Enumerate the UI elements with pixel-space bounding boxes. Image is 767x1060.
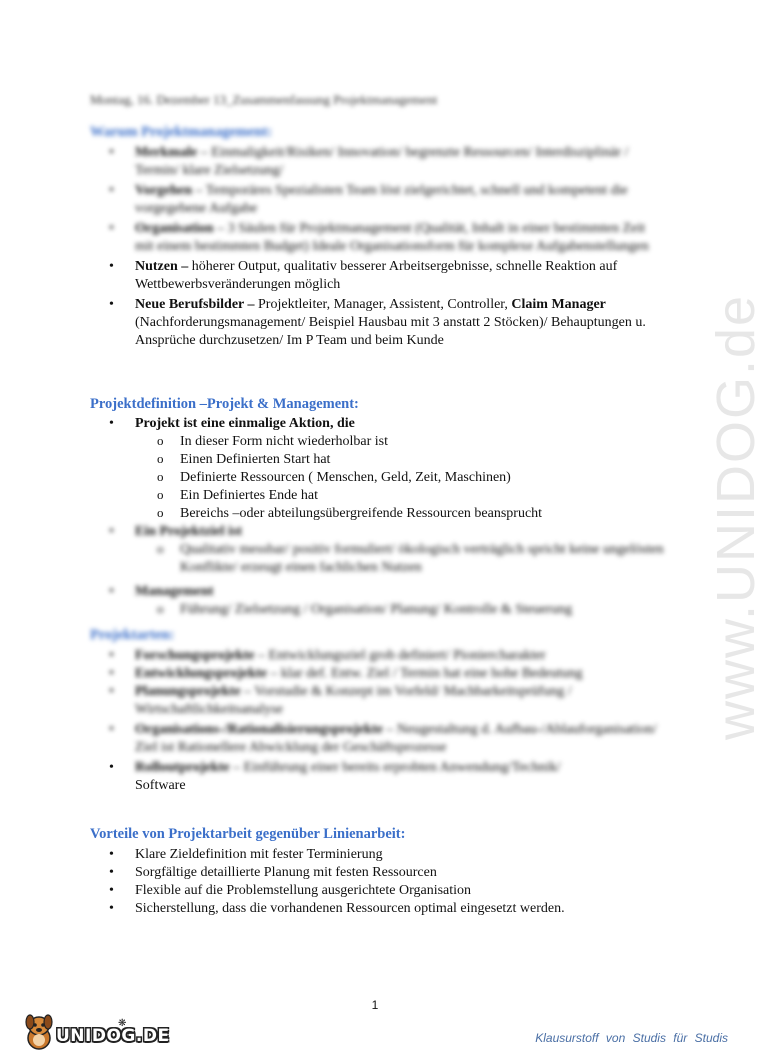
unidog-logo[interactable]: [22, 1012, 170, 1052]
section-heading-warum: Warum Projektmanagement:: [90, 124, 273, 140]
list-item: • Flexible auf die Problemstellung ausgerichtete Organisation: [106, 882, 666, 900]
list-item: • Nutzen – höherer Output, qualitativ besserer Arbeitsergebnisse, schnelle Reaktion auf Wettbewerbsveränderungen möglich: [106, 258, 666, 294]
list-item: • Organisation – 3 Säulen für Projektmanagement (Qualität, Inhalt in einer bestimmten Zeit mit einem bestimmten Budget) Ideale Organisationsform für komplexe Aufgabenstellungen: [106, 220, 666, 256]
list-item: • Planungsprojekte – Vorstudie & Konzept im Vorfeld/ Machbarkeitsprüfung / Wirtschaftlichkeitsanalyse: [106, 683, 666, 719]
sub-list: [135, 541, 666, 577]
logo-text: UNIDOG.DE: [56, 1026, 170, 1046]
list-warum: [106, 144, 666, 350]
sub-list-item: o Definierte Ressourcen ( Menschen, Geld, Zeit, Maschinen): [135, 469, 666, 487]
software-text: Software: [135, 778, 186, 793]
list-item: • Projekt ist eine einmalige Aktion, die o In dieser Form nicht wiederholbar ist o Einen Definierten Start hat o Definierte Ressourcen ( Menschen, Geld, Zeit, Maschinen) o Ein Definiertes Ende hat o Bereichs –oder abteilungsübergreifende Ressourcen beansprucht: [106, 415, 666, 523]
list-item: • Rolloutprojekte – Einführung einer bereits erprobten Anwendung/Technik/ Software: [106, 759, 666, 795]
list-item: • Neue Berufsbilder – Projektleiter, Manager, Assistent, Controller, Claim Manager (Nachforderungsmanagement/ Beispiel Hausbau mit 3 anstatt 2 Stöcken)/ Behauptungen u. Ansprüche durchzusetzen/ Im P Team und beim Kunde: [106, 296, 666, 350]
list-item: • Klare Zieldefinition mit fester Terminierung: [106, 846, 666, 864]
list-item: • Sorgfältige detaillierte Planung mit festen Ressourcen: [106, 864, 666, 882]
list-item: • Entwicklungsprojekte – klar def. Entw. Ziel / Termin hat eine hohe Bedeutung: [106, 665, 666, 683]
sub-list: [135, 601, 666, 619]
section-heading-vorteile: Vorteile von Projektarbeit gegenüber Linienarbeit:: [90, 826, 406, 842]
sub-list-item: o Führung/ Zielsetzung / Organisation/ Planung/ Kontrolle & Steuerung: [135, 601, 666, 619]
section-heading-arten: Projektarten:: [90, 627, 175, 643]
list-item: • Organisations-/Rationalisierungsprojekte – Neugestaltung d. Aufbau-/Ablauforganisation/ Ziel ist Rationellere Abwicklung der Geschäftsprozesse: [106, 721, 666, 757]
sub-list-item: o Qualitativ messbar/ positiv formuliert/ ökologisch verträglich spricht keine ungelösten Konflikte/ erzeugt einen fachlichen Nutzen: [135, 541, 666, 577]
sub-list-item: o Einen Definierten Start hat: [135, 451, 666, 469]
sub-list-item: o Ein Definiertes Ende hat: [135, 487, 666, 505]
dog-mascot-icon: [22, 1012, 58, 1052]
list-definition: [106, 415, 666, 619]
page-number: 1: [371, 998, 379, 1012]
list-vorteile: [106, 846, 666, 918]
sub-list: [135, 433, 666, 523]
paw-print-icon: ❋: [118, 1018, 127, 1029]
document-page: www.UNIDOG.de Montag, 16. Dezember 13_Zusammenfassung Projektmanagement Warum Projektmanagement: • Merkmale – Einmaligkeit/Risiken/ Innovation/ begrenzte Ressourcen/ Interdisziplinär / Termin/ klare Zielsetzung/ • Vorgehen – Temporäres Spezialisten Team löst zielgerichtet, schnell und kompetent die vorgegebene Aufgabe • Organisation – 3 Säulen für Projektmanagement (Qualität, Inhalt in einer bestimmten Zeit mit einem bestimmten Budget) Ideale Organisationsform für komplexe Aufgabenstellungen • Nutzen – höherer Output, qualitativ besserer Arbeitsergebnisse, schnelle Reaktion auf Wettbewerbsveränderungen möglich • Neue Berufsbilder – Projektleiter, Manager, Assistent, Controller, Claim Manager (Nachforderungsmanagement/ Beispiel Hausbau mit 3 anstatt 2 Stöcken)/ Behauptungen u. Ansprüche durchzusetzen/ Im P Team und beim Kunde Projektdefinition –Projekt & Management: • Projekt ist eine einmalige Aktion, die o In dieser Form nicht wiederholbar ist o Einen Definierten Start hat o Definierte Ressourcen ( Menschen, Geld, Zeit, Maschinen) o Ein Definiertes Ende hat o Bereichs –oder abteilungsübergreifende Ressourcen beansprucht • Ein Projektziel ist o Qualitativ messbar/ positiv formuliert/ ökologisch verträglich spricht keine ungelösten Konflikte/ erzeugt einen fachlichen Nutzen • Management o Führung/ Zielsetzung / Organisation/ Planung/ Kontrolle & Steuerung Projektarten: • Forschungsprojekte – Entwicklungsziel grob definiert/ Pioniercharakter • Entwicklungsprojekte – klar def. Entw. Ziel / Termin hat eine hohe Bedeutung • Planungsprojekte – Vorstudie & Konzept im Vorfeld/ Machbarkeitsprüfung / Wirtschaftlichkeitsanalyse • Organisations-/Rationalisierungsprojekte – Neugestaltung d. Aufbau-/Ablauforganisation/ Ziel ist Rationellere Abwicklung der Geschäftsprozesse • Rolloutprojekte – Einführung einer bereits erprobten Anwendung/Technik/ Software Vorteile von Projektarbeit gegenüber Linienarbeit: • Klare Zieldefinition mit fester Terminierung • Sorgfältige detaillierte Planung mit festen Ressourcen • Flexible auf die Problemstellung ausgerichtete Organisation • Sicherstellung, dass die vorhandenen Ressourcen optimal eingesetzt werden. 1 UNIDOG.DE ❋ Klausurstoff von Studis für Studis: [0, 0, 750, 1060]
list-item: • Vorgehen – Temporäres Spezialisten Team löst zielgerichtet, schnell und kompetent die vorgegebene Aufgabe: [106, 182, 666, 218]
list-item: • Merkmale – Einmaligkeit/Risiken/ Innovation/ begrenzte Ressourcen/ Interdisziplinär / Termin/ klare Zielsetzung/: [106, 144, 666, 180]
list-item: • Forschungsprojekte – Entwicklungsziel grob definiert/ Pioniercharakter: [106, 647, 666, 665]
date-line: Montag, 16. Dezember 13_Zusammenfassung Projektmanagement: [90, 92, 438, 107]
section-heading-definition: Projektdefinition –Projekt & Management:: [90, 396, 359, 412]
list-item: • Ein Projektziel ist o Qualitativ messbar/ positiv formuliert/ ökologisch verträglich spricht keine ungelösten Konflikte/ erzeugt einen fachlichen Nutzen: [106, 523, 666, 577]
footer-tagline: Klausurstoff von Studis für Studis: [535, 1031, 728, 1045]
sub-list-item: o Bereichs –oder abteilungsübergreifende Ressourcen beansprucht: [135, 505, 666, 523]
list-item: • Management o Führung/ Zielsetzung / Organisation/ Planung/ Kontrolle & Steuerung: [106, 583, 666, 619]
list-item: • Sicherstellung, dass die vorhandenen Ressourcen optimal eingesetzt werden.: [106, 900, 666, 918]
list-arten: [106, 647, 666, 795]
sub-list-item: o In dieser Form nicht wiederholbar ist: [135, 433, 666, 451]
